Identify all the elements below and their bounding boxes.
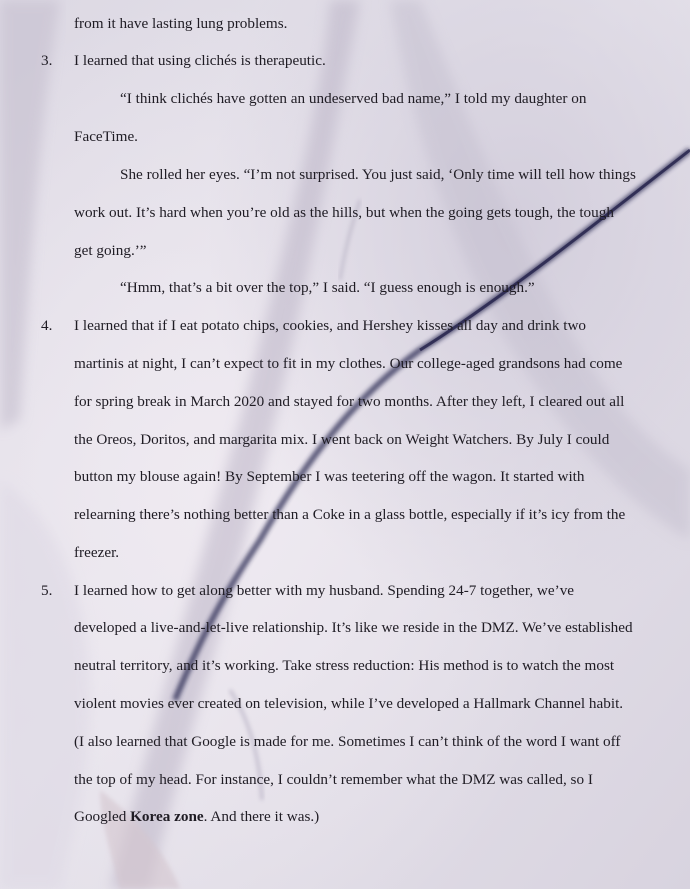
bold-search-term: Korea zone bbox=[130, 808, 204, 825]
list-item-text-last bbox=[74, 807, 319, 827]
list-item-text: I learned how to get along better with my husband. Spending 24-7 together, we’ve bbox=[74, 582, 575, 599]
list-number: 5. bbox=[41, 582, 53, 599]
list-number: 3. bbox=[41, 52, 53, 69]
text-suffix: . And there it was.) bbox=[203, 808, 320, 825]
dialogue-line: She rolled her eyes. “I’m not surprised. You just said, ‘Only time will tell how things bbox=[120, 166, 636, 183]
text-prefix: Googled bbox=[74, 808, 131, 825]
list-number: 4. bbox=[41, 317, 53, 334]
list-item-text: developed a live-and-let-live relationship. It’s like we reside in the DMZ. We’ve established bbox=[74, 619, 633, 636]
dialogue-line: work out. It’s hard when you’re old as the hills, but when the going gets tough, the tough bbox=[74, 204, 614, 221]
list-item-text: relearning there’s nothing better than a Coke in a glass bottle, especially if it’s icy from the bbox=[74, 506, 626, 523]
dialogue-line: get going.’” bbox=[74, 242, 147, 259]
paragraph-fragment: from it have lasting lung problems. bbox=[74, 15, 288, 32]
list-item-text: (I also learned that Google is made for me. Sometimes I can’t think of the word I want off bbox=[74, 733, 621, 750]
dialogue-line: “Hmm, that’s a bit over the top,” I said. “I guess enough is enough.” bbox=[120, 279, 535, 296]
list-item-text: neutral territory, and it’s working. Take stress reduction: His method is to watch the most bbox=[74, 657, 615, 674]
list-item-text: the Oreos, Doritos, and margarita mix. I went back on Weight Watchers. By July I could bbox=[74, 431, 610, 448]
list-item-text: button my blouse again! By September I was teetering off the wagon. It started with bbox=[74, 468, 585, 485]
list-item-text: for spring break in March 2020 and stayed for two months. After they left, I cleared out all bbox=[74, 393, 625, 410]
dialogue-line: “I think clichés have gotten an undeserved bad name,” I told my daughter on bbox=[120, 90, 587, 107]
list-item-text: the top of my head. For instance, I couldn’t remember what the DMZ was called, so I bbox=[74, 771, 593, 788]
list-item-text: I learned that using clichés is therapeutic. bbox=[74, 52, 326, 69]
list-item-text: I learned that if I eat potato chips, cookies, and Hershey kisses all day and drink two bbox=[74, 317, 587, 334]
list-item-text: freezer. bbox=[74, 544, 120, 561]
list-item-text: martinis at night, I can’t expect to fit in my clothes. Our college-aged grandsons had come bbox=[74, 355, 623, 372]
list-item-text: violent movies ever created on television, while I’ve developed a Hallmark Channel habit. bbox=[74, 695, 624, 712]
dialogue-line: FaceTime. bbox=[74, 128, 138, 145]
